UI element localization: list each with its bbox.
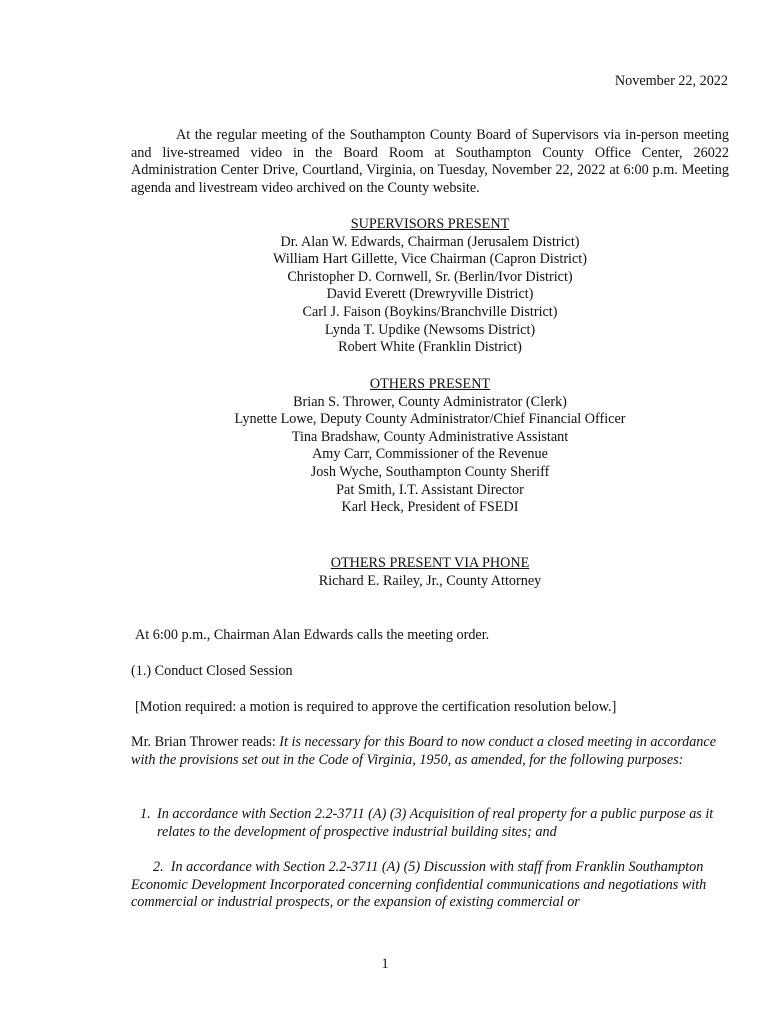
supervisor-member: David Everett (Drewryville District) xyxy=(326,286,534,303)
purpose-text: In accordance with Section 2.2-3711 (A) (3) Acquisition of real property for a public purpose as it relates to the development of prospective industrial building sites; and xyxy=(157,806,714,840)
others-present-heading: OTHERS PRESENT xyxy=(369,376,491,392)
reads-text: It is necessary for this Board to now conduct a closed meeting in accordance with the provisions set out in the Code of Virginia, 1950, as amended, for the following purposes: xyxy=(131,734,716,768)
supervisor-member: Lynda T. Updike (Newsoms District) xyxy=(324,321,536,338)
supervisor-member: Robert White (Franklin District) xyxy=(338,339,522,356)
page-number: 1 xyxy=(381,956,389,972)
call-to-order: At 6:00 p.m., Chairman Alan Edwards calls the meeting order. xyxy=(135,627,490,643)
purpose-item xyxy=(140,806,717,841)
agenda-item-1: (1.) Conduct Closed Session xyxy=(131,663,293,679)
others-member: Tina Bradshaw, County Administrative Assistant xyxy=(291,428,569,445)
others-member: Brian S. Thrower, County Administrator (Clerk) xyxy=(293,393,567,410)
supervisor-member: William Hart Gillette, Vice Chairman (Capron District) xyxy=(273,251,587,268)
supervisor-member: Dr. Alan W. Edwards, Chairman (Jerusalem District) xyxy=(280,233,580,250)
intro-paragraph: At the regular meeting of the Southampton County Board of Supervisors via in-person meeting and live-streamed video in the Board Room at Southampton County Office Center, 26022 Administration Center Drive, Courtland, Virginia, on Tuesday, November 22, 2022 at 6:00 p.m. Meeting agenda and livestream video archived on the County website. xyxy=(131,127,729,196)
meeting-date: November 22, 2022 xyxy=(614,73,728,89)
others-member: Karl Heck, President of FSEDI xyxy=(341,499,519,516)
reads-speaker: Mr. Brian Thrower reads: xyxy=(131,734,280,750)
others-present-section xyxy=(131,376,729,517)
phone-member: Richard E. Railey, Jr., County Attorney xyxy=(318,572,542,589)
others-member: Amy Carr, Commissioner of the Revenue xyxy=(312,446,548,463)
supervisor-member: Carl J. Faison (Boykins/Branchville District) xyxy=(302,303,558,320)
others-member: Josh Wyche, Southampton County Sheriff xyxy=(310,463,550,480)
purpose-number: 2. xyxy=(153,859,164,875)
others-member: Lynette Lowe, Deputy County Administrator/Chief Financial Officer xyxy=(234,411,626,428)
phone-present-heading: OTHERS PRESENT VIA PHONE xyxy=(330,555,530,571)
purpose-number: 1. xyxy=(140,806,151,822)
thrower-reads-paragraph xyxy=(131,734,729,769)
supervisors-present-heading: SUPERVISORS PRESENT xyxy=(350,216,510,232)
supervisors-present-section xyxy=(131,216,729,357)
others-member: Pat Smith, I.T. Assistant Director xyxy=(336,481,524,498)
supervisor-member: Christopher D. Cornwell, Sr. (Berlin/Ivor District) xyxy=(287,268,573,285)
purpose-text: In accordance with Section 2.2-3711 (A) (5) Discussion with staff from Franklin Southampton Economic Development Incorporated concerning confidential communications and negotiations with commercial or industrial prospects, or the expansion of existing commercial or xyxy=(131,859,707,911)
purpose-item xyxy=(131,859,729,912)
motion-note: [Motion required: a motion is required to approve the certification resolution below.] xyxy=(135,699,617,715)
phone-present-section xyxy=(131,555,729,590)
